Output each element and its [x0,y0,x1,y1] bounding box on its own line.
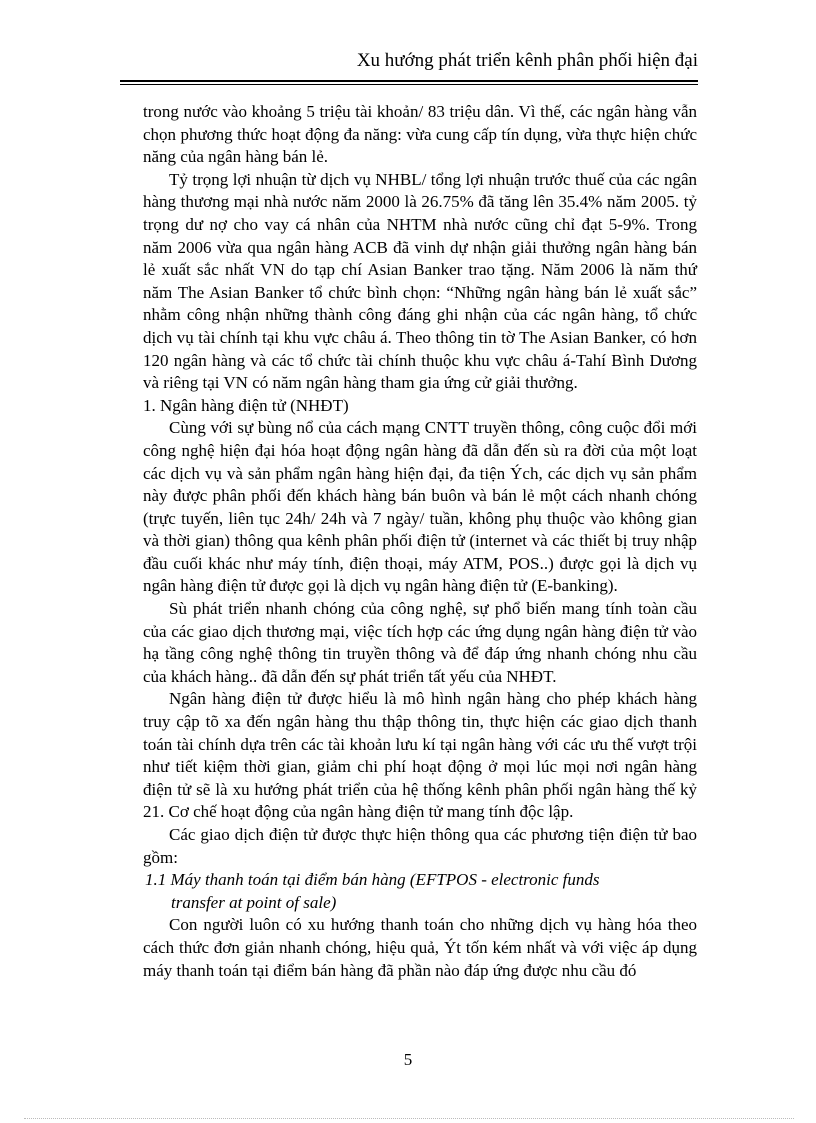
paragraph-electronic-means: Các giao dịch điện tử được thực hiện thông qua các phương tiện điện tử bao gồm: [143,825,697,867]
paragraph-payment-trend: Con người luôn có xu hướng thanh toán cho những dịch vụ hàng hóa theo cách thức đơn giản nhanh chóng, hiệu quả, Ýt tốn kém nhất và với việc áp dụng máy thanh toán tại điểm bán hàng đã phần nào đáp ứng được nhu cầu đó [143,915,697,980]
paragraph-profit-ratio: Tỷ trọng lợi nhuận từ dịch vụ NHBL/ tổng lợi nhuận trước thuế của các ngân hàng thương mại nhà nước năm 2000 là 26.75% đã tăng lên 35.4% năm 2005. tỷ trọng dư nợ cho vay cá nhân của NHTM nhà nước cũng chỉ đạt 5-9%. Trong năm 2006 vừa qua ngân hàng ACB đã vinh dự nhận giải thưởng ngân hàng bán lẻ xuất sắc nhất VN do tạp chí Asian Banker trao tặng. Năm 2006 là năm thứ năm The Asian Banker tổ chức bình chọn: “Những ngân hàng bán lẻ xuất sắc” nhằm công nhận những thành công đáng ghi nhận của các ngân hàng, tổ chức dịch vụ tài chính tại khu vực châu á. Theo thông tin tờ The Asian Banker, có hơn 120 ngân hàng và các tổ chức tài chính thuộc khu vực châu á-Tahí Bình Dương và riêng tại VN có năm ngân hàng tham gia ứng cử giải thưởng. [143,169,697,393]
subsection-heading-eftpos [143,869,697,914]
header-rule [120,80,698,82]
running-header-title: Xu hướng phát triển kênh phân phối hiện đại [356,50,698,71]
paragraph-tech-development: Sù phát triển nhanh chóng của công nghệ, sự phổ biến mang tính toàn cầu của các giao dịch thương mại, việc tích hợp các ứng dụng ngân hàng điện tử vào hạ tầng công nghệ thông tin truyền thông và để đáp ứng nhanh chóng nhu cầu của khách hàng.. đã dẫn đến sự phát triển tất yếu của NHĐT. [143,599,697,686]
subsection-heading-line1: 1.1 Máy thanh toán tại điểm bán hàng (EFTPOS - electronic funds [145,870,600,890]
body-text [143,101,697,982]
subsection-heading-line2: transfer at point of sale) [171,892,337,912]
paragraph-it-revolution: Cùng với sự bùng nổ của cách mạng CNTT truyền thông, công cuộc đổi mới công nghệ hiện đại hóa hoạt động ngân hàng đã dẫn đến sù ra đời của một loạt các dịch vụ và sản phẩm ngân hàng hiện đại, đa tiện Ých, các dịch vụ sản phẩm này được phân phối đến khách hàng bán buôn và bán lẻ một cách nhanh chóng (trực tuyến, liên tục 24h/ 24h và 7 ngày/ tuần, không phụ thuộc vào không gian và thời gian) thông qua kênh phân phối điện tử (internet và các thiết bị truy nhập đầu cuối khác như máy tính, điện thoại, máy ATM, POS..) được gọi là dịch vụ ngân hàng điện tử được gọi là dịch vụ ngân hàng điện tử (E-banking). [143,418,697,596]
header-rule-thin [120,84,698,85]
section-heading-e-banking: 1. Ngân hàng điện tử (NHĐT) [143,395,349,415]
paragraph-continuation: trong nước vào khoảng 5 triệu tài khoản/ 83 triệu dân. Vì thế, các ngân hàng vẫn chọn phương thức hoạt động đa năng: vừa cung cấp tín dụng, vừa thực hiện chức năng của ngân hàng bán lẻ. [143,102,697,167]
page-number: 5 [403,1050,413,1069]
page-bottom-border [24,1118,794,1119]
paragraph-e-banking-definition: Ngân hàng điện tử được hiểu là mô hình ngân hàng cho phép khách hàng truy cập tõ xa đến ngân hàng thu thập thông tin, thực hiện các giao dịch thanh toán tài chính dựa trên các tài khoản lưu kí tại ngân hàng với các ưu thế vượt trội như tiết kiệm thời gian, giảm chi phí hoạt động ở mọi lúc mọi nơi ngân hàng điện tử sẽ là xu hướng phát triển của hệ thống kênh phân phối ngân hàng thế kỷ 21. Cơ chế hoạt động của ngân hàng điện tử mang tính độc lập. [143,689,697,822]
